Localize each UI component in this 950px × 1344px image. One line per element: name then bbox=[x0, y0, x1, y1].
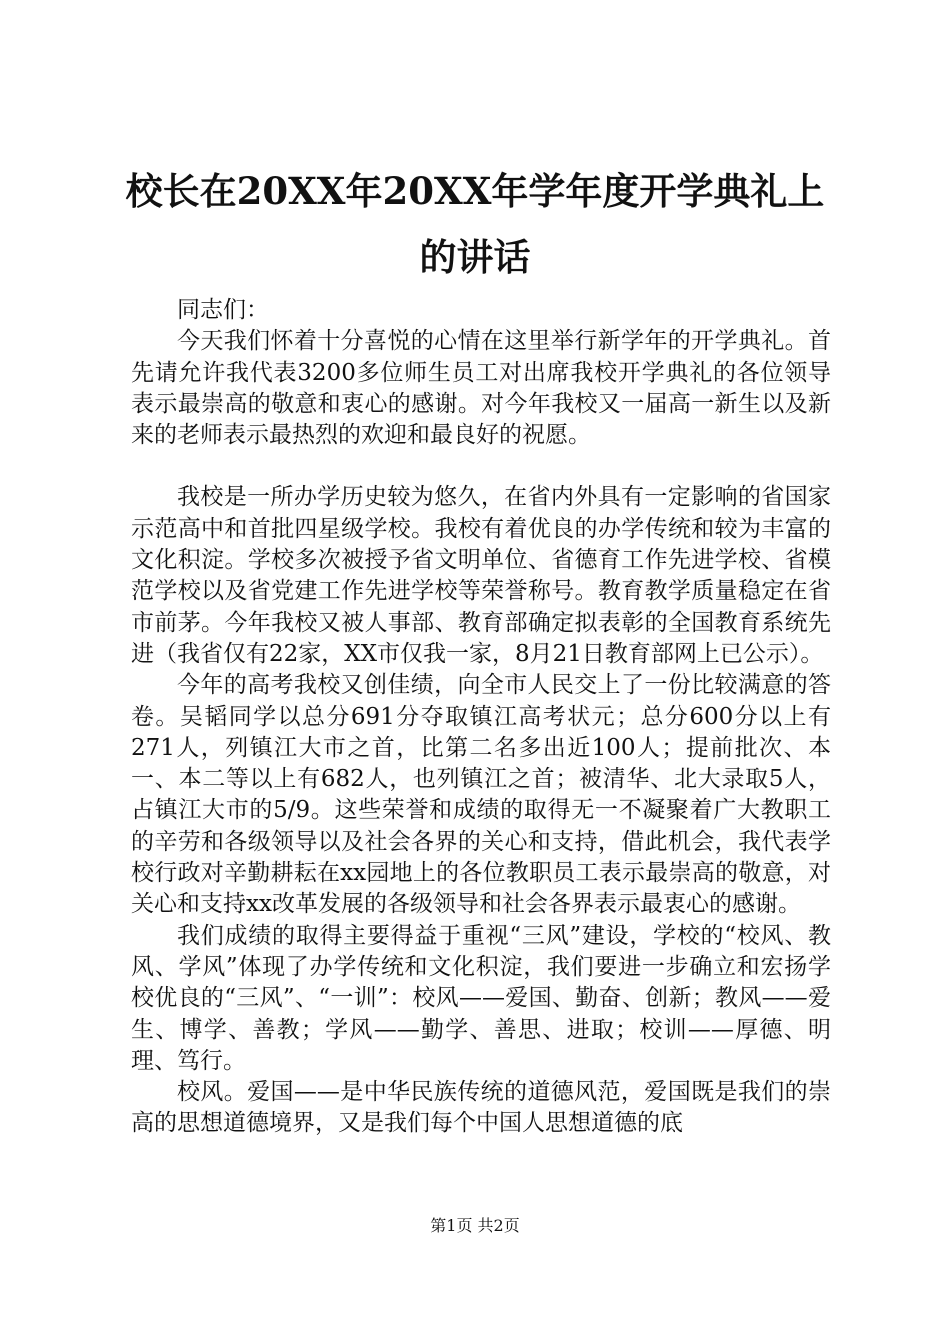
salutation: 同志们： bbox=[177, 297, 269, 323]
paragraph-three-styles: 我们成绩的取得主要得益于重视“三风”建设，学校的“校风、教风、学风”体现了办学传统和文化积淀，我们要进一步确立和宏扬学校优良的“三风”、“一训”：校风——爱国、勤奋、创新；教风——爱生、博学、善教；学风——勤学、善思、进取；校训——厚德、明理、笃行。 bbox=[131, 922, 831, 1074]
paragraph-school-spirit: 校风。爱国——是中华民族传统的道德风范，爱国既是我们的崇高的思想道德境界，又是我们每个中国人思想道德的底 bbox=[131, 1079, 831, 1137]
paragraph-exam-results: 今年的高考我校又创佳绩，向全市人民交上了一份比较满意的答卷。吴韬同学以总分691分夺取镇江高考状元；总分600分以上有271人，列镇江大市之首，比第二名多出近100人；提前批次、本一、本二等以上有682人，也列镇江之首；被清华、北大录取5人，占镇江大市的5/9。这些荣誉和成绩的取得无一不凝聚着广大教职工的辛劳和各级领导以及社会各界的关心和支持，借此机会，我代表学校行政对辛勤耕耘在xx园地上的各位教职员工表示最崇高的敬意，对关心和支持xx改革发展的各级领导和社会各界表示最衷心的感谢。 bbox=[131, 672, 831, 918]
paragraph-opening: 今天我们怀着十分喜悦的心情在这里举行新学年的开学典礼。首先请允许我代表3200多位师生员工对出席我校开学典礼的各位领导表示最崇高的敬意和衷心的感谢。对今年我校又一届高一新生以及新来的老师表示最热烈的欢迎和最良好的祝愿。 bbox=[131, 328, 831, 449]
page-number-footer: 第1页 共2页 bbox=[430, 1216, 520, 1235]
document-body bbox=[131, 295, 831, 1140]
document-title: 校长在20XX年20XX年学年度开学典礼上的讲话 bbox=[125, 169, 825, 279]
paragraph-school-history: 我校是一所办学历史较为悠久，在省内外具有一定影响的省国家示范高中和首批四星级学校。我校有着优良的办学传统和较为丰富的文化积淀。学校多次被授予省文明单位、省德育工作先进学校、省模范学校以及省党建工作先进学校等荣誉称号。教育教学质量稳定在省市前茅。今年我校又被人事部、教育部确定拟表彰的全国教育系统先进（我省仅有22家，XX市仅我一家，8月21日教育部网上已公示）。 bbox=[131, 484, 831, 667]
